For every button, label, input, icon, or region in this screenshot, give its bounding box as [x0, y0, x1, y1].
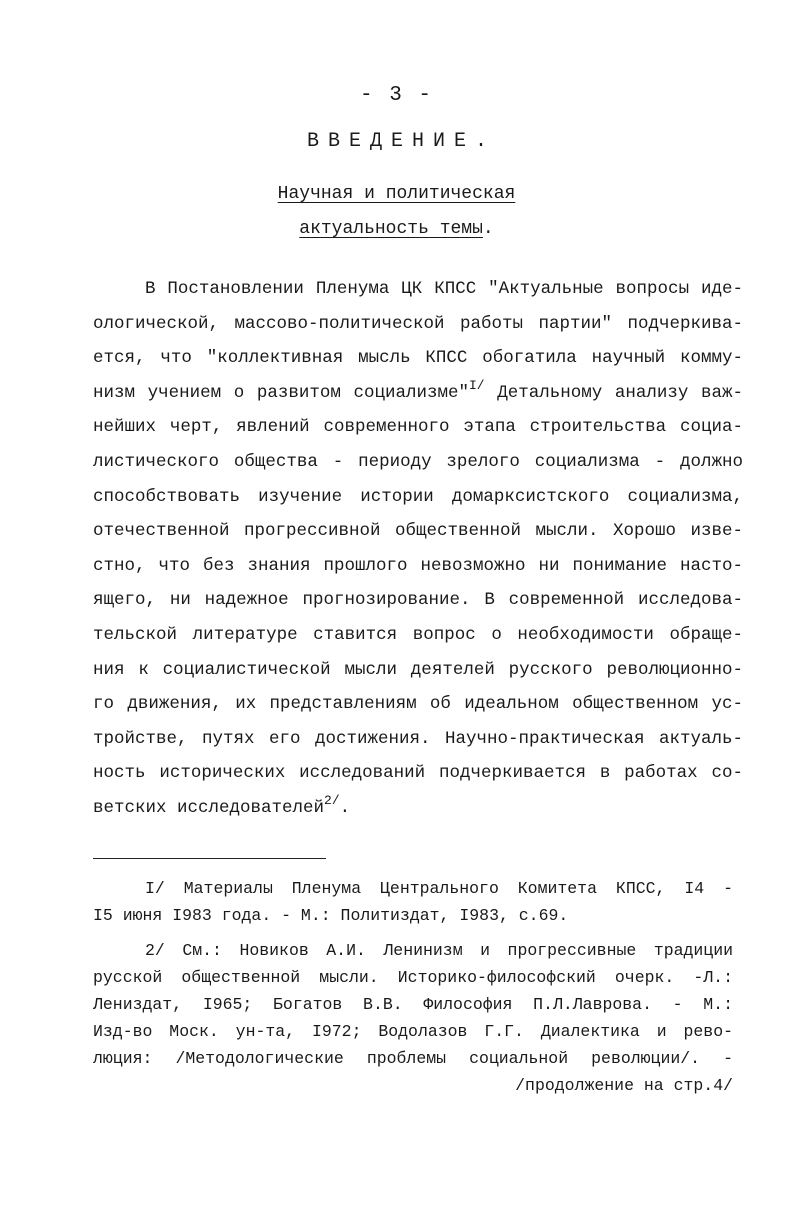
footnote-ref-2: 2/ [324, 792, 340, 808]
continuation-note: /продолжение на стр.4/ [515, 1076, 733, 1095]
body-line-with-ref [93, 376, 743, 411]
footnote-line: 2/ См.: Новиков А.И. Ленинизм и прогрессивные традиции [145, 941, 733, 960]
body-line: тельской литературе ставится вопрос о необходимости обраще- [93, 624, 743, 645]
body-line-tail: Детальному анализу важ- [497, 382, 743, 403]
footnote-2 [93, 937, 733, 1099]
footnote-line: I5 июня I983 года. - М.: Политиздат, I983, с.69. [93, 906, 569, 925]
subtitle-line-1-text: Научная и политическая [277, 184, 516, 204]
body-line: отечественной прогрессивной общественной мысли. Хорошо изве- [93, 521, 743, 542]
footnote-separator [93, 858, 326, 859]
body-line-text: ветских исследователей [93, 797, 325, 818]
body-line: ния к социалистической мысли деятелей русского революционно- [93, 659, 743, 680]
body-line: ящего, ни надежное прогнозирование. В современной исследова- [93, 590, 743, 611]
footnote-line: русской общественной мысли. Историко-философский очерк. -Л.: [93, 968, 733, 987]
section-heading: ВВЕДЕНИЕ. [306, 130, 497, 153]
footnote-line: I/ Материалы Пленума Центрального Комитета КПСС, I4 - [145, 879, 733, 898]
footnote-line: люция: /Методологические проблемы социальной революции/. - [93, 1049, 733, 1068]
body-line: тройстве, путях его достижения. Научно-практическая актуаль- [93, 728, 743, 749]
body-line: нейших черт, явлений современного этапа строительства социа- [93, 417, 743, 438]
body-line: ность исторических исследований подчеркивается в работах со- [93, 763, 743, 784]
body-line: В Постановлении Пленума ЦК КПСС "Актуальные вопросы иде- [145, 279, 743, 299]
body-line-end: . [339, 797, 351, 818]
subtitle-line-2 [0, 219, 793, 239]
subtitle-line-2-end: . [482, 219, 494, 239]
body-line: ется, что "коллективная мысль КПСС обогатила научный комму- [93, 348, 743, 369]
subtitle-line-2-text: актуальность темы [299, 219, 483, 239]
body-line-with-ref [93, 791, 743, 826]
body-line: го движения, их представлениям об идеальном общественном ус- [93, 694, 743, 715]
body-line: способствовать изучение истории домарксистского социализма, [93, 486, 743, 507]
footnote-line: Изд-во Моск. ун-та, I972; Водолазов Г.Г. Диалектика и рево- [93, 1022, 733, 1041]
page-number: - 3 - [359, 84, 433, 107]
body-line: ологической, массово-политической работы партии" подчеркива- [93, 313, 743, 334]
body-line-text: низм учением о развитом социализме" [93, 382, 469, 403]
footnote-1 [93, 875, 733, 929]
footnote-line: Лениздат, I965; Богатов В.В. Философия П.Л.Лаврова. - М.: [93, 995, 733, 1014]
subtitle-line-1 [0, 184, 793, 204]
body-paragraph [93, 272, 743, 826]
body-line: стно, что без знания прошлого невозможно ни понимание насто- [93, 555, 743, 576]
footnote-ref-1: I/ [469, 377, 485, 393]
body-line: листического общества - периоду зрелого социализма - должно [93, 451, 743, 472]
